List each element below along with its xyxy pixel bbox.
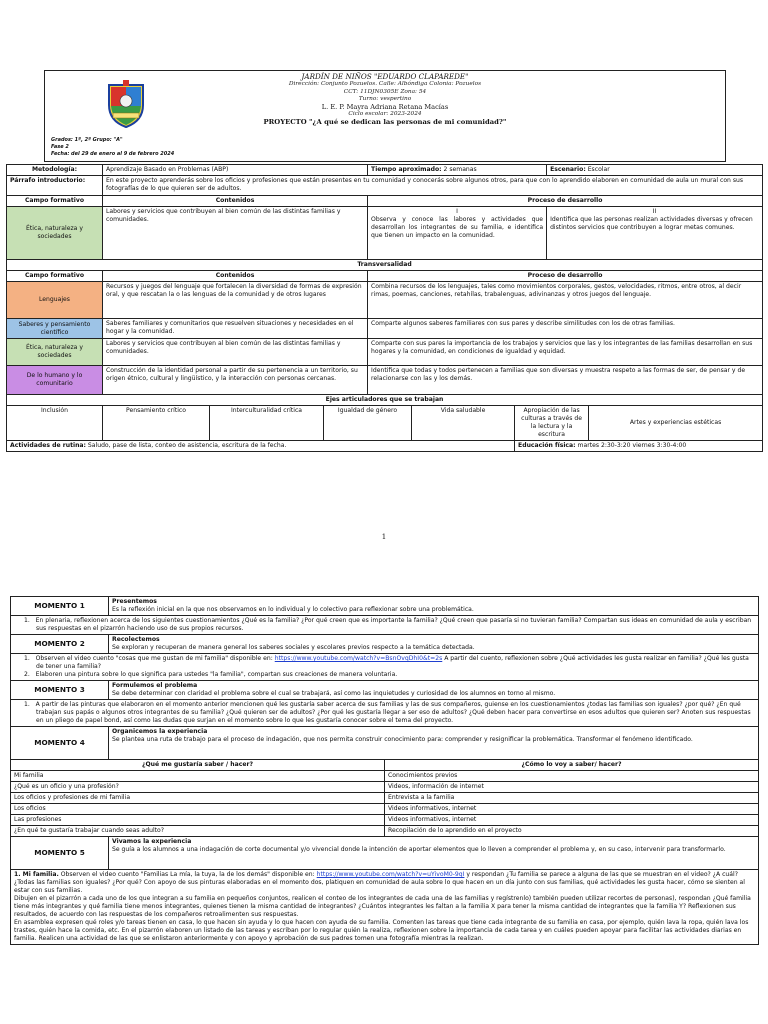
item-text: A partir de las pinturas que elaboraron en el momento anterior mencionen qué les gustaría saber acerca de sus familias y las de sus compañeros, guiense en los cuestionamientos ¿todas las familias son iguales? ¿por qué? ¿En qué trabajan sus papás o algunos otros integrantes de su familia? ¿Qué quieren ser de adultos? ¿Por qué les gustaría llegar a ser eso de adultos? ¿Qué deben hacer para convertirse en esos adultos que quieren ser? Anoten sus respuestas en un pliego de papel bond, así como las dudas que surjan en el momento sobre lo que les gustaría conocer sobre el tema del proyecto.	[35, 701, 751, 724]
school-turno: Turno: vespertino	[358, 95, 412, 102]
question-cell: Mi familia	[11, 771, 385, 782]
method-cell: Videos, información de internet	[385, 782, 759, 793]
scenario-label: Escenario:	[550, 166, 586, 173]
transversalidad-row	[7, 260, 763, 271]
item-text: Elaboren una pintura sobre lo que significa para ustedes "la familia", compartan sus creaciones de manera voluntaria.	[35, 671, 398, 678]
campo-etica: Ética, naturaleza y sociedades	[7, 207, 103, 260]
table-row	[11, 815, 759, 826]
campo-lenguajes: Lenguajes	[7, 282, 103, 319]
paragraph-text: y respondan ¿Tu familia se parece a alguna de las que se muestran en el video? ¿A cuál? ¿Todas las familias son iguales? ¿Por qué? Con apoyo de sus pinturas elaboradas en el momento dos, platiquen en comunidad de aula sobre lo que hacen en un día junto con sus familias, qué actividades les gusta hacer, cómo se sienten al estar con sus familias.	[14, 871, 745, 894]
intro-row	[7, 176, 763, 196]
teacher-name: L. E. P. Mayra Adriana Retana Macías	[321, 103, 449, 112]
item-number: 1.	[24, 701, 30, 708]
question-cell: ¿En qué te gustaría trabajar cuando seas adulto?	[11, 826, 385, 837]
moment-3-row	[11, 681, 759, 700]
list-item	[14, 617, 755, 633]
lenguajes-contenido: Recursos y juegos del lenguaje que fortalecen la diversidad de formas de expresión oral, y que rescatan la o las lenguas de la comunidad y de otros lugares	[103, 282, 368, 319]
paragraph: Dibujen en el pizarrón a cada uno de los que integran a su familia en pequeños conjuntos, realicen el conteo de los integrantes de cada una de las familias y regístrenlo) también pueden utilizar recortes de personas), respondan ¿Qué familia tiene más integrantes y qué familia tiene menos integrantes, quienes tienen la misma cantidad de integrantes? ¿Cuántos integrantes les faltan a la familia X para tener la misma cantidad de integrantes que la familia Y? Reflexionen sus resultados, de acuerdo con las respuestas de los compañeros retroalimenten sus respuestas.	[14, 895, 751, 918]
item-number: 1.	[24, 617, 30, 624]
time-label: Tiempo aproximado:	[371, 166, 442, 173]
contenidos-header-2: Contenidos	[103, 271, 368, 282]
questions-header-right: ¿Cómo lo voy a saber/ hacer?	[385, 760, 759, 771]
moment-3-activity	[11, 700, 759, 727]
list-item	[14, 655, 755, 671]
pd-II-number: II	[652, 208, 657, 215]
rutina-cell	[7, 441, 515, 452]
moment-2-label: MOMENTO 2	[11, 635, 109, 654]
method-cell: Recopilación de lo aprendido en el proyecto	[385, 826, 759, 837]
methodology-value: Aprendizaje Basado en Problemas (ABP)	[103, 165, 368, 176]
pd-II-cell	[547, 207, 763, 260]
paragraph-text: Observen el video cuento "Familias La mía, la tuya, la de los demás" disponible en:	[58, 871, 317, 878]
moment-2-row	[11, 635, 759, 654]
campo-header-row	[7, 196, 763, 207]
scenario-value: Escolar	[585, 166, 610, 173]
etica2-proceso: Comparte con sus pares la importancia de los trabajos y servicios que las y los integrantes de las familias desarrollan en sus hogares y la comunidad, en condiciones de igualdad y equidad.	[368, 339, 763, 366]
header-text	[45, 73, 725, 127]
proceso-header-2: Proceso de desarrollo	[368, 271, 763, 282]
paragraph: En asamblea expresen qué roles y/o tareas tienen en casa, lo que hacen sin ayuda y lo que hacen con ayuda de su familia. Comenten las tareas que tiene cada integrante de su familia en casa, por ejemplo, quién lava la ropa, quién lava los trastes, quién hace la comida, etc. En el pizarrón elaboren un listado de las tareas y escriban por lo regular quién la realiza, reflexionen sobre la importancia de cada tarea y en cuáles pueden apoyar para facilitar las actividades diarias en familia. Realicen una actividad de las que se enlistaron anteriormente y con apoyo y aprobación de sus padres tomen una fotografía mientras la realizan.	[14, 919, 749, 942]
table-row	[11, 771, 759, 782]
ejes-title-row	[7, 395, 763, 406]
section-heading: 1. Mi familia.	[14, 871, 59, 878]
moment-4-row	[11, 727, 759, 760]
rutina-label: Actividades de rutina:	[10, 442, 86, 449]
question-cell: Las profesiones	[11, 815, 385, 826]
humano-contenido: Construcción de la identidad personal a partir de su pertenencia a un territorio, su origen étnico, cultural y lingüístico, y la interacción con personas cercanas.	[103, 366, 368, 395]
saberes-contenido: Saberes familiares y comunitarios que resuelven situaciones y necesidades en el hogar y la comunidad.	[103, 319, 368, 339]
moment-1-desc-cell	[109, 597, 759, 616]
school-name: JARDÍN DE NIÑOS "EDUARDO CLAPAREDE"	[301, 72, 469, 81]
item-text: En plenaria, reflexionen acerca de los siguientes cuestionamientos ¿Qué es la familia? ¿Por qué creen que es importante la familia? ¿Qué creen que pasaría si no tuvieran familia? Compartan sus ideas en comunidad de aula y escriban sus respuestas en el pizarrón haciendo uso de sus propios recursos.	[35, 617, 752, 632]
moment-1-label: MOMENTO 1	[11, 597, 109, 616]
eje-item: Artes y experiencias estéticas	[589, 406, 763, 441]
methodology-row	[7, 165, 763, 176]
moment-2-title: Recolectemos	[112, 636, 160, 643]
moment-1-row	[11, 597, 759, 616]
campo-humano: De lo humano y lo comunitario	[7, 366, 103, 395]
group-info	[51, 137, 174, 158]
table-row	[11, 793, 759, 804]
transversalidad-header: Transversalidad	[7, 260, 763, 271]
eje-item: Apropiación de las culturas a través de la lectura y la escritura	[515, 406, 589, 441]
moment-3-desc-cell	[109, 681, 759, 700]
proceso-header: Proceso de desarrollo	[368, 196, 763, 207]
ejes-title: Ejes articuladores que se trabajan	[7, 395, 763, 406]
moment-4-label: MOMENTO 4	[11, 727, 109, 760]
saberes-proceso: Comparte algunos saberes familiares con sus pares y describe similitudes con los de otras familias.	[368, 319, 763, 339]
list-item	[14, 671, 755, 679]
moment-3-desc: Se debe determinar con claridad el problema sobre el cual se trabajará, así como las inquietudes y curiosidad de los alumnos en torno al mismo.	[112, 690, 556, 697]
moment-5-desc-cell	[109, 837, 759, 870]
method-cell: Videos informativos, internet	[385, 804, 759, 815]
moment-1-title: Presentemos	[112, 598, 157, 605]
list-item	[14, 701, 755, 725]
campo-etica-2: Ética, naturaleza y sociedades	[7, 339, 103, 366]
item-number: 1.	[24, 655, 30, 662]
pd-I-text: Observa y conoce las labores y actividades que desarrollan los integrantes de su familia, e identifica que tienen un impacto en la comunidad.	[371, 216, 544, 239]
item-text: Observen el video cuento "cosas que me gustan de mi familia" disponible en:	[35, 655, 275, 662]
moment-4-desc-cell	[109, 727, 759, 760]
project-title: PROYECTO "¿A qué se dedican las personas de mi comunidad?"	[263, 118, 507, 127]
moment-1-desc: Es la reflexión inicial en la que nos observamos en lo individual y lo colectivo para reflexionar sobre una problemática.	[112, 606, 474, 613]
questions-header-row	[11, 760, 759, 771]
moments-table	[10, 596, 759, 945]
table-row	[11, 804, 759, 815]
method-cell: Videos informativos, internet	[385, 815, 759, 826]
rutina-row	[7, 441, 763, 452]
eje-item: Interculturalidad crítica	[210, 406, 324, 441]
phase: Fase 2	[51, 144, 69, 150]
moment-3-activity-row	[11, 700, 759, 727]
time-cell	[368, 165, 547, 176]
moment-2-desc-cell	[109, 635, 759, 654]
planning-table	[6, 164, 763, 452]
lenguajes-row	[7, 282, 763, 319]
header-box	[44, 70, 726, 162]
questions-header-left: ¿Qué me gustaría saber / hacer?	[11, 760, 385, 771]
school-address: Dirección: Conjunto Pozuelos. Calle: Albóndiga Colonia: Pozuelos	[288, 81, 482, 88]
moment-4-desc: Se plantea una ruta de trabajo para el proceso de indagación, que nos permita construir conocimiento para: comprender y resignificar la problemática. Transformar el fenómeno identificado.	[112, 736, 693, 743]
rutina-value: Saludo, pase de lista, conteo de asistencia, escritura de la fecha.	[85, 442, 287, 449]
school-cycle: Ciclo escolar: 2023-2024	[348, 111, 422, 118]
moment-5-title: Vivamos la experiencia	[112, 838, 192, 845]
moment-5-row	[11, 837, 759, 870]
moment-5-desc: Se guía a los alumnos a una indagación de corte documental y/o vivencial donde la intención de aportar elementos que lo lleven a comprender el problema y, en su caso, intervenir para transformarlo.	[112, 846, 726, 853]
scenario-cell	[547, 165, 763, 176]
humano-proceso: Identifica que todas y todos pertenecen a familias que son diversas y muestra respeto a las formas de ser, de pensar y de relacionarse con las y los demás.	[368, 366, 763, 395]
item-text: A partir del cuento, reflexionen sobre ¿Qué actividades les gusta realizar en familia? ¿Qué les gusta de tener una familia?	[36, 655, 749, 670]
humano-row	[7, 366, 763, 395]
school-cct: CCT: 11DJN0305E Zona: 54	[343, 88, 427, 95]
edfis-cell	[515, 441, 763, 452]
etica2-contenido: Labores y servicios que contribuyen al bien común de las distintas familias y comunidades.	[103, 339, 368, 366]
item-number: 2.	[24, 671, 30, 678]
pd-I-number: I	[456, 208, 458, 215]
method-cell: Entrevista a la familia	[385, 793, 759, 804]
ejes-row	[7, 406, 763, 441]
eje-item: Pensamiento crítico	[103, 406, 210, 441]
eje-item: Inclusión	[7, 406, 103, 441]
lenguajes-proceso: Combina recursos de los lenguajes, tales como movimientos corporales, gestos, velocidades, ritmos, entre otros, al decir rimas, poemas, canciones, retahílas, trabalenguas, adivinanzas y otros juegos del lenguaje.	[368, 282, 763, 319]
page-number: 1	[381, 533, 387, 541]
eje-item: Igualdad de género	[324, 406, 412, 441]
campo-saberes: Saberes y pensamiento científico	[7, 319, 103, 339]
video-link[interactable]: https://www.youtube.com/watch?v=uYivoM0-9qI	[316, 871, 465, 878]
moment-2-activity-row	[11, 654, 759, 681]
contenidos-header: Contenidos	[103, 196, 368, 207]
moment-1-activity-row	[11, 616, 759, 635]
date-range: Fecha: del 29 de enero al 9 de febrero 2024	[51, 151, 175, 157]
intro-value: En este proyecto aprenderás sobre los oficios y profesiones que están presentes en tu comunidad y conocerás sobre algunos otros, para que con lo aprendido elaboren en comunidad de aula un mural con sus fotografías de lo que quieren ser de adultos.	[103, 176, 763, 196]
question-cell: ¿Qué es un oficio y una profesión?	[11, 782, 385, 793]
eje-item: Vida saludable	[412, 406, 515, 441]
pd-II-text: Identifica que las personas realizan actividades diversas y ofrecen distintos servicios que contribuyen a lograr metas comunes.	[550, 216, 753, 231]
moment-3-label: MOMENTO 3	[11, 681, 109, 700]
intro-label: Párrafo introductorio:	[7, 176, 103, 196]
pd-I-cell	[368, 207, 547, 260]
edfis-label: Educación física:	[518, 442, 576, 449]
moment-4-title: Organicemos la experiencia	[112, 728, 208, 735]
grades: Grados: 1º, 2º Grupo: "A"	[51, 137, 123, 143]
question-cell: Los oficios y profesiones de mi familia	[11, 793, 385, 804]
question-cell: Los oficios	[11, 804, 385, 815]
edfis-value: martes 2:30-3:20 viernes 3:30-4:00	[575, 442, 687, 449]
video-link[interactable]: https://www.youtube.com/watch?v=BsnOvqDhI0&t=2s	[274, 655, 443, 662]
campo-header: Campo formativo	[7, 196, 103, 207]
moment-2-activity	[11, 654, 759, 681]
method-cell: Conocimientos previos	[385, 771, 759, 782]
moment-2-desc: Se exploran y recuperan de manera general los saberes sociales y escolares previos respecto a la temática detectada.	[112, 644, 475, 651]
time-value: 2 semanas	[441, 166, 477, 173]
moment-3-title: Formulemos el problema	[112, 682, 198, 689]
table-row	[11, 782, 759, 793]
moment-5-activity-row	[11, 870, 759, 945]
campo-header-row-2	[7, 271, 763, 282]
etica-contenido: Labores y servicios que contribuyen al bien común de las distintas familias y comunidades.	[103, 207, 368, 260]
moment-5-activity	[11, 870, 759, 945]
paragraph	[14, 871, 755, 895]
campo-header-2: Campo formativo	[7, 271, 103, 282]
etica2-row	[7, 339, 763, 366]
methodology-label: Metodología:	[7, 165, 103, 176]
saberes-row	[7, 319, 763, 339]
moment-1-activity	[11, 616, 759, 635]
etica-row	[7, 207, 763, 260]
table-row	[11, 826, 759, 837]
moment-5-label: MOMENTO 5	[11, 837, 109, 870]
